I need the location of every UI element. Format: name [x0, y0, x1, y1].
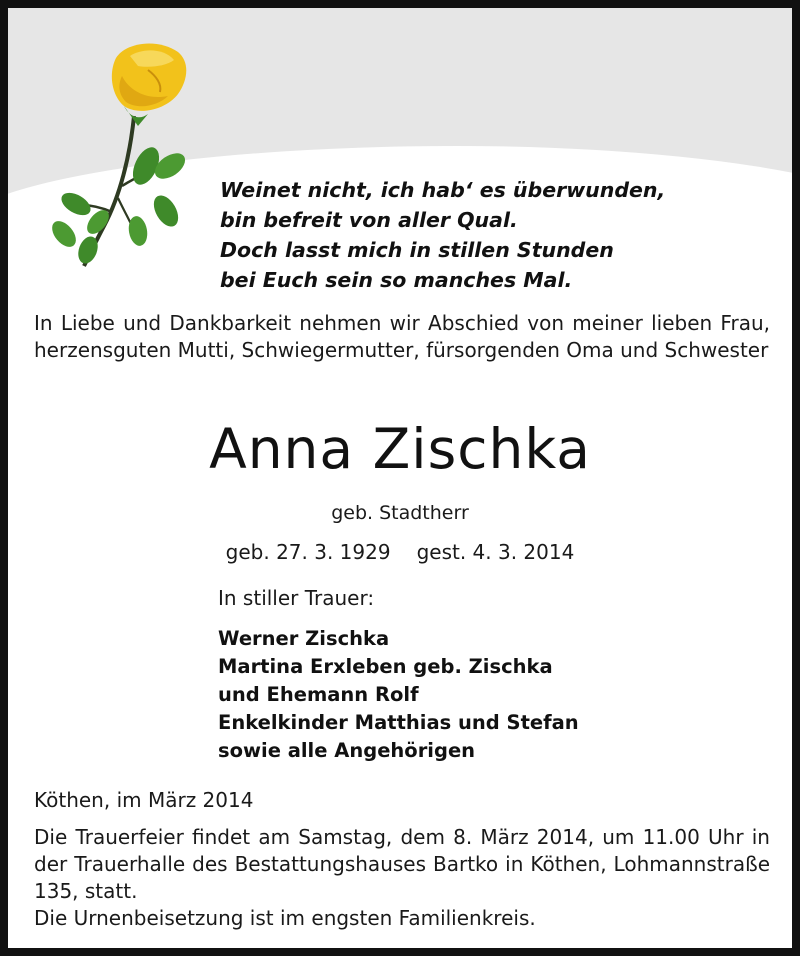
poem [220, 175, 665, 295]
life-dates [8, 540, 792, 564]
intro-text: In Liebe und Dankbarkeit nehmen wir Abschied von meiner lieben Frau, herzensguten Mutti, Schwiegermutter, fürsorgenden Oma und Schwester [34, 311, 770, 362]
mourner-name: Martina Erxleben geb. Zischka [218, 655, 553, 678]
mourning-intro: In stiller Trauer: [218, 586, 375, 610]
mourner-name: Werner Zischka [218, 627, 390, 650]
deceased-name: Anna Zischka [209, 417, 591, 481]
maiden-name: geb. Stadtherr [331, 502, 469, 524]
funeral-notice: Die Trauerfeier findet am Samstag, dem 8. März 2014, um 11.00 Uhr in der Trauerhalle des Bestattungshauses Bartko in Köthen, Lohmannstraße 135, statt. [34, 825, 770, 903]
mourners-list [218, 625, 579, 765]
mourner-name: Enkelkinder Matthias und Stefan [218, 711, 579, 734]
mourner-name: sowie alle Angehörigen [218, 739, 476, 762]
death-date: gest. 4. 3. 2014 [416, 540, 575, 564]
urn-notice: Die Urnenbeisetzung ist im engsten Familienkreis. [34, 906, 536, 930]
yellow-rose-icon [38, 36, 208, 272]
poem-line: Weinet nicht, ich hab‘ es überwunden, [220, 178, 666, 202]
poem-line: bei Euch sein so manches Mal. [220, 268, 573, 292]
poem-line: Doch lasst mich in stillen Stunden [220, 238, 614, 262]
place-date: Köthen, im März 2014 [34, 788, 254, 812]
mourner-name: und Ehemann Rolf [218, 683, 419, 706]
poem-line: bin befreit von aller Qual. [220, 208, 518, 232]
birth-date: geb. 27. 3. 1929 [225, 540, 391, 564]
